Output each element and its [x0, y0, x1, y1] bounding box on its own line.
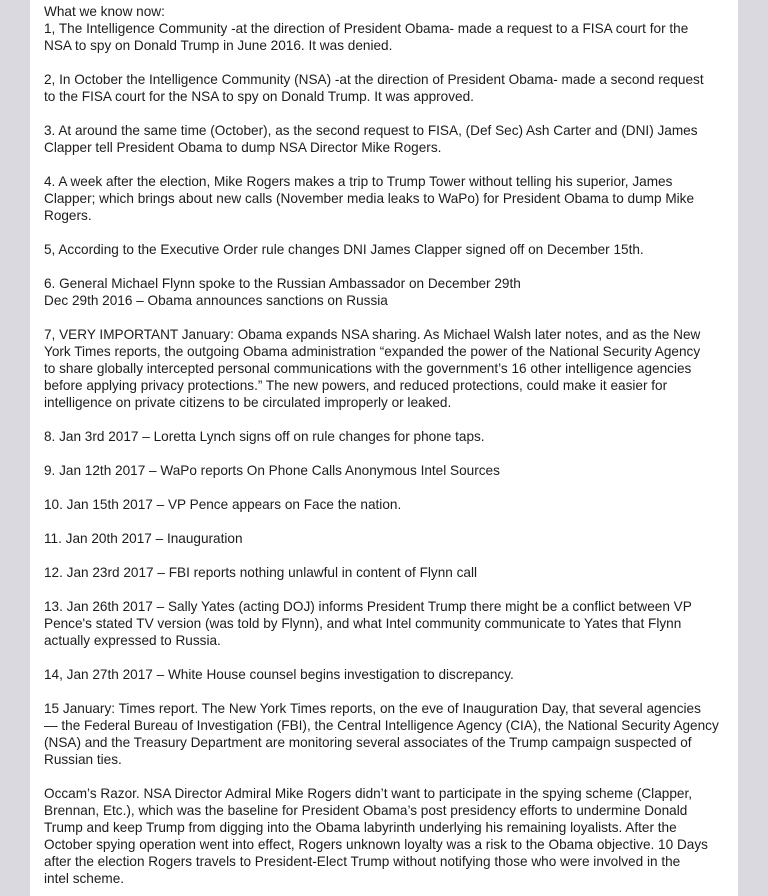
- paragraph-line: 1, The Intelligence Community -at the direction of President Obama- made a request to a FISA court for the: [44, 21, 689, 36]
- paragraph: [44, 598, 734, 649]
- paragraph-line: 9. Jan 12th 2017 – WaPo reports On Phone Calls Anonymous Intel Sources: [44, 463, 500, 478]
- paragraph-line: intel scheme.: [44, 871, 125, 886]
- paragraph-line: NSA to spy on Donald Trump in June 2016. It was denied.: [44, 38, 393, 53]
- paragraph-line: 15 January: Times report. The New York Times reports, on the eve of Inauguration Day, that several agencies: [44, 701, 701, 716]
- paragraph-list: [44, 20, 734, 887]
- paragraph-line: 10. Jan 15th 2017 – VP Pence appears on Face the nation.: [44, 497, 402, 512]
- document-page: [30, 0, 738, 896]
- paragraph-line: 13. Jan 26th 2017 – Sally Yates (acting DOJ) informs President Trump there might be a conflict between VP: [44, 599, 692, 614]
- paragraph-line: actually expressed to Russia.: [44, 633, 221, 648]
- paragraph: [44, 241, 734, 258]
- paragraph: [44, 428, 734, 445]
- paragraph-line: Trump and keep Trump from digging into the Obama labyrinth underlying his remaining loyalists. After the: [44, 820, 677, 835]
- paragraph-line: Rogers.: [44, 208, 92, 223]
- paragraph-line: 11. Jan 20th 2017 – Inauguration: [44, 531, 243, 546]
- paragraph-line: 7, VERY IMPORTANT January: Obama expands NSA sharing. As Michael Walsh later notes, and as the New: [44, 327, 701, 342]
- paragraph-line: after the election Rogers travels to President-Elect Trump without notifying those who were involved in the: [44, 854, 681, 869]
- paragraph-line: Pence's stated TV version (was told by Flynn), and what Intel community communicate to Yates that Flynn: [44, 616, 682, 631]
- paragraph-line: 5, According to the Executive Order rule changes DNI James Clapper signed off on December 15th.: [44, 242, 644, 257]
- paragraph: [44, 496, 734, 513]
- paragraph: [44, 122, 734, 156]
- paragraph-line: 4. A week after the election, Mike Rogers makes a trip to Trump Tower without telling his superior, James: [44, 174, 673, 189]
- paragraph: [44, 326, 734, 411]
- paragraph-line: Clapper tell President Obama to dump NSA Director Mike Rogers.: [44, 140, 442, 155]
- paragraph: [44, 785, 734, 887]
- paragraph-line: York Times reports, the outgoing Obama administration “expanded the power of the National Security Agency: [44, 344, 701, 359]
- paragraph-line: before applying privacy protections.” The new powers, and reduced protections, could make it easier for: [44, 378, 668, 393]
- paragraph-line: 3. At around the same time (October), as the second request to FISA, (Def Sec) Ash Carter and (DNI) James: [44, 123, 698, 138]
- paragraph-line: to share globally intercepted personal communications with the government’s 16 other intelligence agencies: [44, 361, 692, 376]
- paragraph-line: intelligence on private citizens to be circulated improperly or leaked.: [44, 395, 452, 410]
- paragraph: [44, 173, 734, 224]
- paragraph-line: (NSA) and the Treasury Department are monitoring several associates of the Trump campaign suspected of: [44, 735, 692, 750]
- paragraph-line: Russian ties.: [44, 752, 122, 767]
- intro-line: What we know now:: [44, 4, 165, 19]
- paragraph: [44, 666, 734, 683]
- paragraph: [44, 530, 734, 547]
- paragraph-line: Occam’s Razor. NSA Director Admiral Mike Rogers didn’t want to participate in the spying scheme (Clapper,: [44, 786, 692, 801]
- paragraph-line: Clapper; which brings about new calls (November media leaks to WaPo) for President Obama to dump Mike: [44, 191, 695, 206]
- paragraph-line: Dec 29th 2016 – Obama announces sanctions on Russia: [44, 293, 388, 308]
- paragraph: [44, 71, 734, 105]
- paragraph-line: 2, In October the Intelligence Community (NSA) -at the direction of President Obama- made a second request: [44, 72, 704, 87]
- paragraph: [44, 275, 734, 309]
- paragraph: [44, 700, 734, 768]
- paragraph-line: 12. Jan 23rd 2017 – FBI reports nothing unlawful in content of Flynn call: [44, 565, 477, 580]
- paragraph-line: October spying operation went into effect, Rogers unknown loyalty was a risk to the Obama objective. 10 Days: [44, 837, 708, 852]
- paragraph-line: — the Federal Bureau of Investigation (FBI), the Central Intelligence Agency (CIA), the National Security Agency: [44, 718, 719, 733]
- paragraph: [44, 564, 734, 581]
- paragraph-line: Brennan, Etc.), which was the baseline for President Obama’s post presidency efforts to undermine Donald: [44, 803, 688, 818]
- paragraph-line: to the FISA court for the NSA to spy on Donald Trump. It was approved.: [44, 89, 474, 104]
- paragraph-line: 14, Jan 27th 2017 – White House counsel begins investigation to discrepancy.: [44, 667, 514, 682]
- paragraph: [44, 20, 734, 54]
- paragraph: [44, 462, 734, 479]
- paragraph-line: 6. General Michael Flynn spoke to the Russian Ambassador on December 29th: [44, 276, 521, 291]
- document-body: [44, 3, 734, 896]
- paragraph-line: 8. Jan 3rd 2017 – Loretta Lynch signs off on rule changes for phone taps.: [44, 429, 485, 444]
